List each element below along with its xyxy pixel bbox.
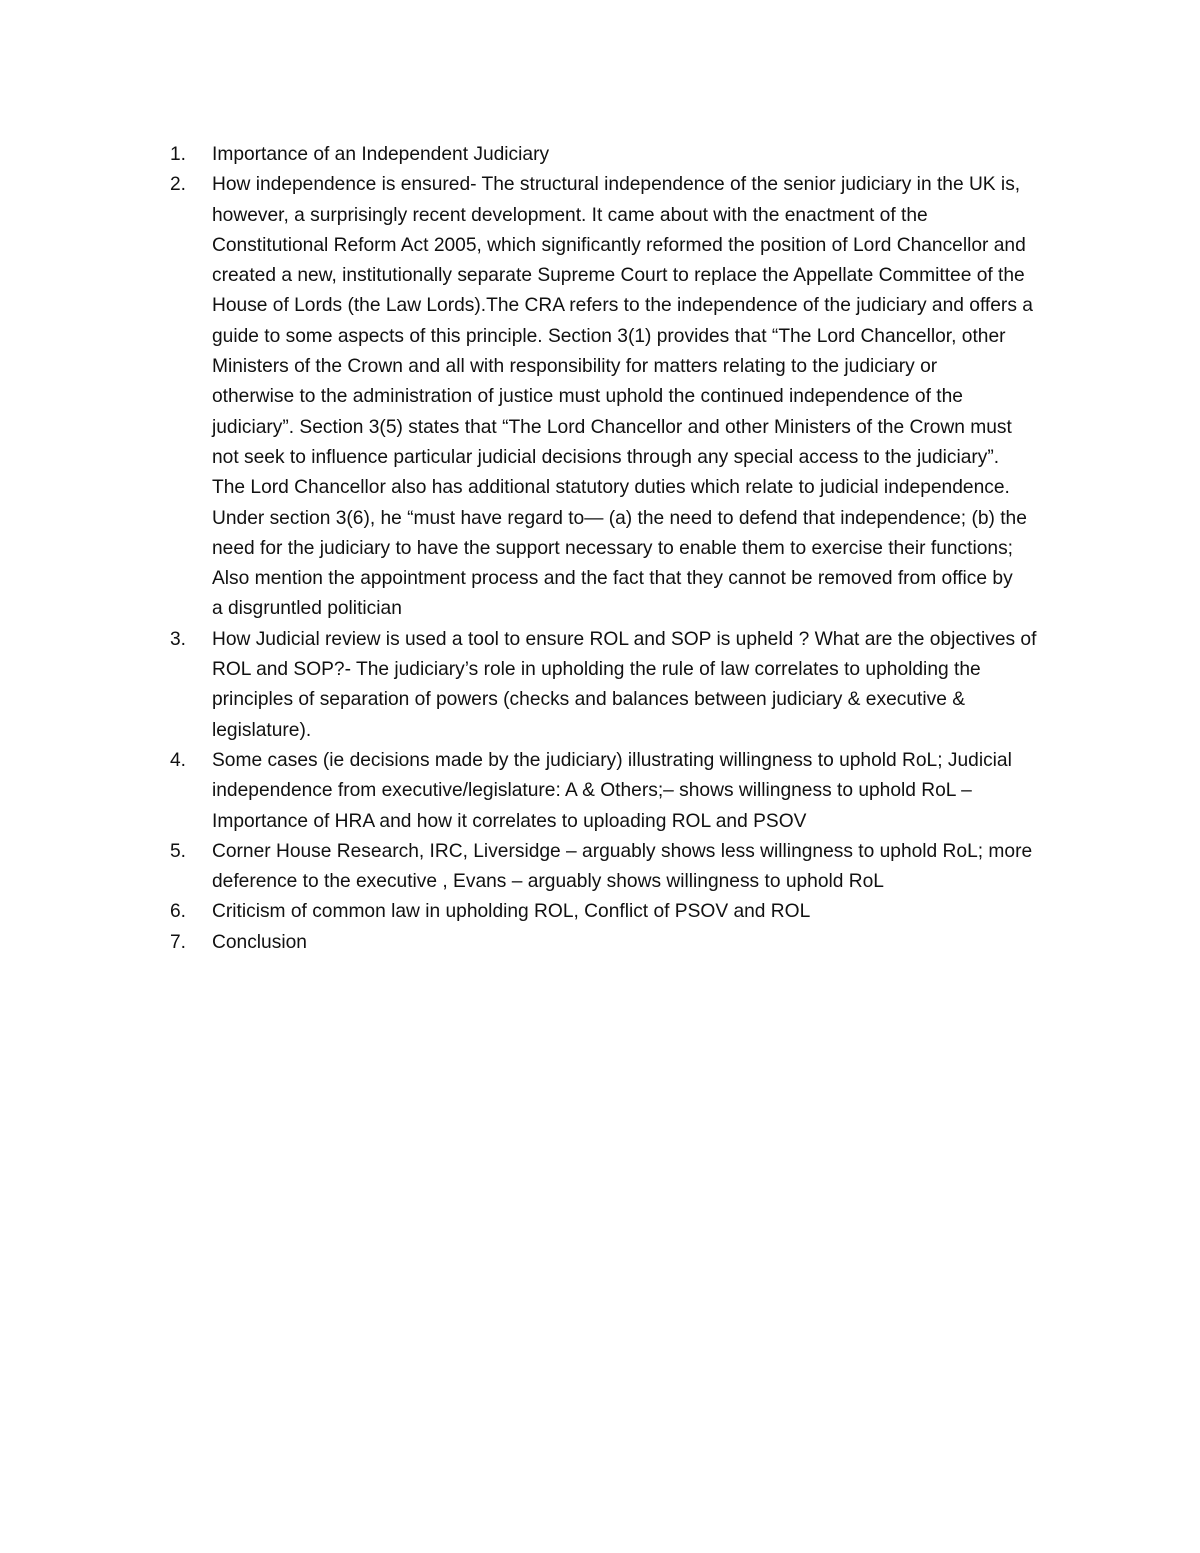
- list-item: [170, 928, 1070, 958]
- list-item: [170, 837, 1070, 898]
- list-item: [170, 897, 1070, 927]
- list-item: [170, 170, 1070, 624]
- list-item-text: How independence is ensured- The structural independence of the senior judiciary in the UK is, however, a surprisingly recent development. It came about with the enactment of the Constitutional Reform Act 2005, which significantly reformed the position of Lord Chancellor and created a new, institutionally separate Supreme Court to replace the Appellate Committee of the House of Lords (the Law Lords).The CRA refers to the independence of the judiciary and offers a guide to some aspects of this principle. Section 3(1) provides that “The Lord Chancellor, other Ministers of the Crown and all with responsibility for matters relating to the judiciary or otherwise to the administration of justice must uphold the continued independence of the judiciary”. Section 3(5) states that “The Lord Chancellor and other Ministers of the Crown must not seek to influence particular judicial decisions through any special access to the judiciary”. The Lord Chancellor also has additional statutory duties which relate to judicial independence. Under section 3(6), he “must have regard to— (a) the need to defend that independence; (b) the need for the judiciary to have the support necessary to enable them to exercise their functions; Also mention the appointment process and the fact that they cannot be removed from office by a disgruntled politician: [212, 174, 1033, 620]
- list-item-number: 3.: [170, 628, 187, 650]
- list-item-number: 5.: [170, 840, 187, 862]
- list-item: [170, 625, 1070, 746]
- list-item-number: 7.: [170, 931, 187, 953]
- list-item-text: Some cases (ie decisions made by the judiciary) illustrating willingness to uphold RoL; Judicial independence from executive/legislature: A & Others;– shows willingness to uphold RoL – Importance of HRA and how it correlates to uploading ROL and PSOV: [212, 749, 1012, 832]
- list-item-number: 4.: [170, 749, 187, 771]
- list-item-number: 1.: [170, 144, 187, 165]
- list-item-text: Corner House Research, IRC, Liversidge – arguably shows less willingness to uphold RoL; more deference to the executive , Evans – arguably shows willingness to uphold RoL: [212, 840, 1033, 893]
- list-item-text: Criticism of common law in upholding ROL, Conflict of PSOV and ROL: [212, 901, 811, 923]
- list-item-number: 6.: [170, 901, 187, 923]
- essay-outline-list: [170, 140, 1070, 958]
- list-item-text: Conclusion: [212, 931, 307, 953]
- list-item: [170, 746, 1070, 837]
- list-item-text: How Judicial review is used a tool to ensure ROL and SOP is upheld ? What are the objectives of ROL and SOP?- The judiciary’s role in upholding the rule of law correlates to upholding the principles of separation of powers (checks and balances between judiciary & executive & legislature).: [212, 628, 1037, 741]
- list-item-text: Importance of an Independent Judiciary: [212, 144, 550, 165]
- list-item: [170, 140, 1070, 170]
- list-item-number: 2.: [170, 174, 187, 196]
